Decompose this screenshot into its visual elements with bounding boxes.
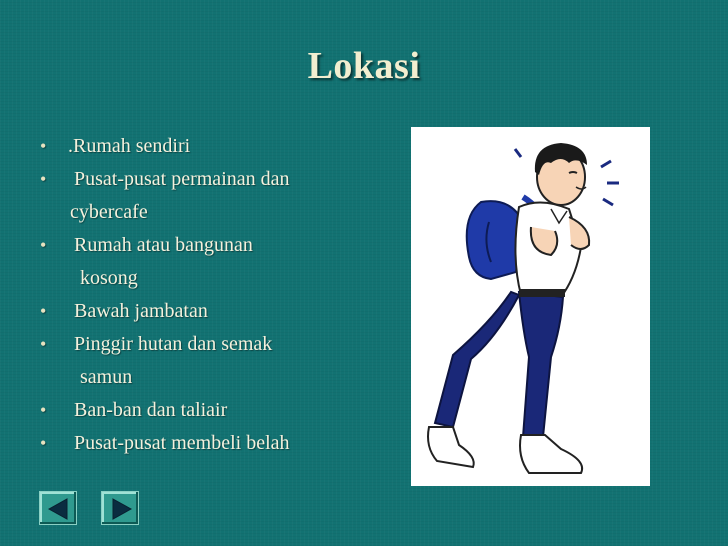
schoolboy-with-backpack-icon xyxy=(411,127,650,486)
bullet-item xyxy=(40,229,400,295)
bullet-dot-icon: • xyxy=(40,169,47,189)
next-slide-button[interactable] xyxy=(101,491,139,525)
bullet-text: .Rumah sendiri xyxy=(68,135,191,157)
bullet-text: Pusat-pusat membeli belah xyxy=(74,432,290,454)
slide-title: Lokasi xyxy=(307,45,421,87)
bullet-dot-icon: • xyxy=(40,301,47,321)
bullet-text-continued: samun xyxy=(80,366,133,388)
bullet-text: Bawah jambatan xyxy=(74,300,208,322)
bullet-item xyxy=(40,163,400,229)
bullet-item xyxy=(40,328,400,394)
bullet-text: Pusat-pusat permainan dan xyxy=(74,168,290,190)
previous-slide-button[interactable] xyxy=(39,491,77,525)
bullet-dot-icon: • xyxy=(40,433,47,453)
bullet-dot-icon: • xyxy=(40,334,47,354)
schoolboy-illustration xyxy=(411,127,650,486)
bullet-dot-icon: • xyxy=(40,400,47,420)
bullet-dot-icon: • xyxy=(40,235,47,255)
bullet-dot-icon: • xyxy=(40,136,47,156)
bullet-text: Rumah atau bangunan xyxy=(74,234,253,256)
bullet-text-continued: kosong xyxy=(80,267,138,289)
bullet-list xyxy=(40,130,400,460)
bullet-item xyxy=(40,427,400,460)
triangle-left-icon xyxy=(40,492,78,526)
bullet-item xyxy=(40,130,400,163)
bullet-text-continued: cybercafe xyxy=(70,201,148,223)
triangle-right-icon xyxy=(102,492,140,526)
bullet-text: Pinggir hutan dan semak xyxy=(74,333,273,355)
bullet-text: Ban-ban dan taliair xyxy=(74,399,228,421)
bullet-item xyxy=(40,295,400,328)
bullet-item xyxy=(40,394,400,427)
